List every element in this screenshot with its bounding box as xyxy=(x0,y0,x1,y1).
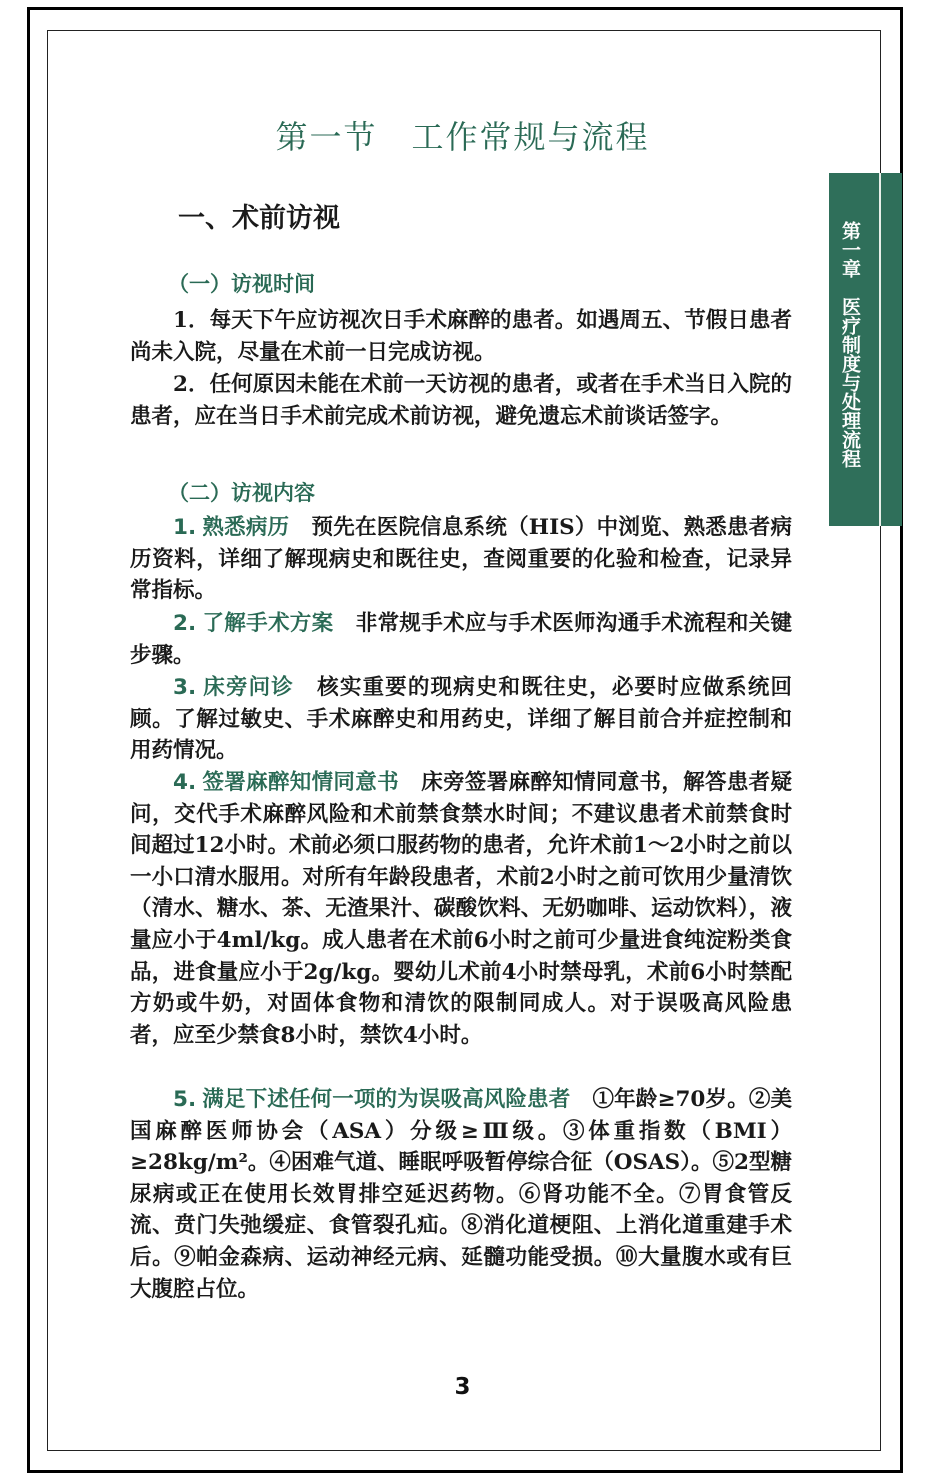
content-item-4-lead: 4. 签署麻醉知情同意书 xyxy=(173,770,399,795)
chapter-tab-chapter: 第一章 xyxy=(839,221,861,278)
content-item-2 xyxy=(130,608,792,671)
content-item-3 xyxy=(130,672,792,767)
content-item-2-text: 非常规手术应与手术医师沟通手术流程和关键步骤。 xyxy=(130,611,792,668)
content-item-4 xyxy=(130,767,792,1051)
content-item-3-lead: 3. 床旁问诊 xyxy=(173,675,294,700)
content-item-2-lead: 2. 了解手术方案 xyxy=(173,611,334,636)
chapter-tab-text xyxy=(835,221,865,468)
content-item-5 xyxy=(130,1084,792,1305)
chapter-tab-divider xyxy=(879,173,881,526)
paragraph-visit-time-1: 1．每天下午应访视次日手术麻醉的患者。如遇周五、节假日患者尚未入院，尽量在术前一日完成访视。 xyxy=(130,308,792,365)
content-item-4-text: 床旁签署麻醉知情同意书，解答患者疑问，交代手术麻醉风险和术前禁食禁水时间；不建议患者术前禁食时间超过12小时。术前必须口服药物的患者，允许术前1～2小时之前以一小口清水服用。对所有年龄段患者，术前2小时之前可饮用少量清饮（清水、糖水、茶、无渣果汁、碳酸饮料、无奶咖啡、运动饮料），液量应小于4ml/kg。成人患者在术前6小时之前可少量进食纯淀粉类食品，进食量应小于2g/kg。婴幼儿术前4小时禁母乳，术前6小时禁配方奶或牛奶，对固体食物和清饮的限制同成人。对于误吸高风险患者，应至少禁食8小时，禁饮4小时。 xyxy=(130,770,792,1048)
chapter-tab-title: 医疗制度与处理流程 xyxy=(839,297,861,468)
paragraph-visit-time-2: 2．任何原因未能在术前一天访视的患者，或者在手术当日入院的患者，应在当日手术前完成术前访视，避免遗忘术前谈话签字。 xyxy=(130,372,792,429)
content-item-1-text: 预先在医院信息系统（HIS）中浏览、熟悉患者病历资料，详细了解现病史和既往史，查阅重要的化验和检查，记录异常指标。 xyxy=(130,515,792,604)
section-title-text: 工作常规与流程 xyxy=(411,118,650,156)
content-item-1-lead: 1. 熟悉病历 xyxy=(173,515,290,540)
heading-preop-visit: 一、术前访视 xyxy=(178,203,340,234)
page-number: 3 xyxy=(454,1374,471,1400)
section-title xyxy=(0,112,925,158)
content-item-5-lead: 5. 满足下述任何一项的为误吸高风险患者 xyxy=(173,1087,571,1112)
chapter-side-tab xyxy=(829,173,902,526)
section-title-number: 第一节 xyxy=(275,118,378,156)
content-item-3-text: 核实重要的现病史和既往史，必要时应做系统回顾。了解过敏史、手术麻醉史和用药史，详细了解目前合并症控制和用药情况。 xyxy=(130,675,792,764)
content-item-1 xyxy=(130,512,792,607)
subheading-visit-content: （二）访视内容 xyxy=(168,481,315,505)
subheading-visit-time: （一）访视时间 xyxy=(168,272,315,296)
content-item-5-text: ①年龄≥70岁。②美国麻醉医师协会（ASA）分级≥Ⅲ级。③体重指数（BMI）≥28kg/m²。④困难气道、睡眠呼吸暂停综合征（OSAS）。⑤2型糖尿病或正在使用长效胃排空延迟药物。⑥肾功能不全。⑦胃食管反流、贲门失弛缓症、食管裂孔疝。⑧消化道梗阻、上消化道重建手术后。⑨帕金森病、运动神经元病、延髓功能受损。⑩大量腹水或有巨大腹腔占位。 xyxy=(130,1087,792,1302)
